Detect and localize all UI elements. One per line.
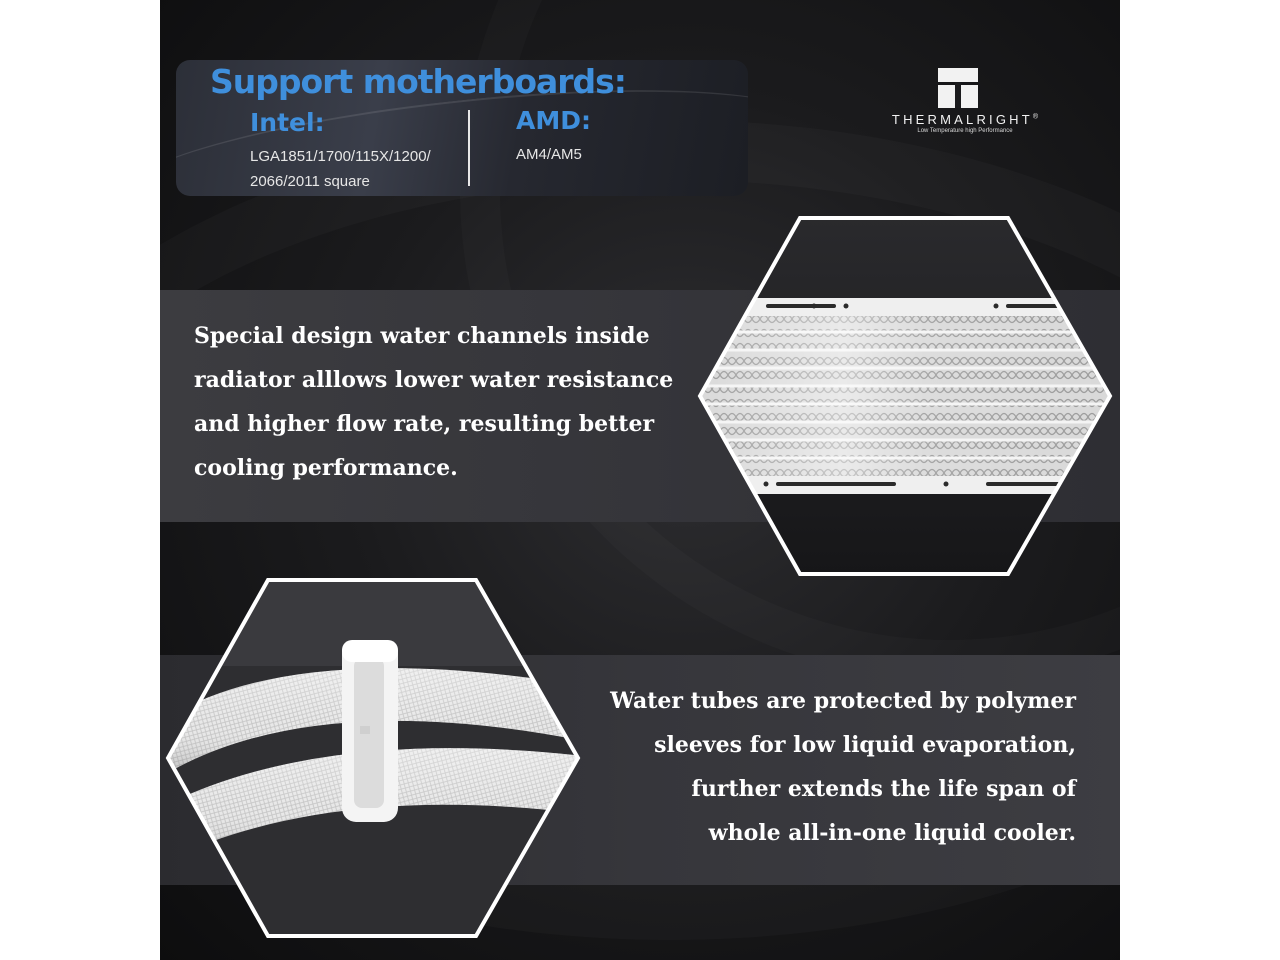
tubes-feature-text bbox=[610, 679, 1076, 855]
radiator-feature-text bbox=[194, 314, 673, 490]
support-title: Support motherboards: bbox=[210, 62, 626, 101]
amd-socket-list: AM4/AM5 bbox=[516, 146, 582, 163]
logo-tagline: Low Temperature high Performance bbox=[917, 128, 1013, 134]
intel-sockets-line: 2066/2011 square bbox=[250, 173, 370, 190]
radiator-hexagon-image bbox=[696, 214, 1116, 578]
amd-heading: AMD: bbox=[516, 106, 591, 135]
divider bbox=[468, 110, 470, 186]
support-motherboards-panel bbox=[176, 60, 748, 196]
intel-socket-list bbox=[250, 144, 450, 194]
thermalright-logo-icon bbox=[938, 68, 978, 108]
brand-logo bbox=[860, 68, 1070, 138]
feature-line: cooling performance. bbox=[194, 455, 458, 481]
feature-line: Water tubes are protected by polymer bbox=[610, 688, 1076, 714]
feature-line: whole all-in-one liquid cooler. bbox=[708, 820, 1076, 846]
intel-sockets-line: LGA1851/1700/115X/1200/ bbox=[250, 148, 431, 165]
feature-line: radiator alllows lower water resistance bbox=[194, 367, 674, 393]
feature-line: sleeves for low liquid evaporation, bbox=[654, 732, 1076, 758]
feature-line: further extends the life span of bbox=[691, 776, 1076, 802]
logo-wordmark: THERMALRIGHT® bbox=[891, 112, 1039, 127]
feature-line: and higher flow rate, resulting better bbox=[194, 411, 655, 437]
intel-heading: Intel: bbox=[250, 108, 325, 137]
product-feature-banner bbox=[160, 0, 1120, 960]
feature-line: Special design water channels inside bbox=[194, 323, 650, 349]
tubes-hexagon-image bbox=[164, 576, 584, 940]
